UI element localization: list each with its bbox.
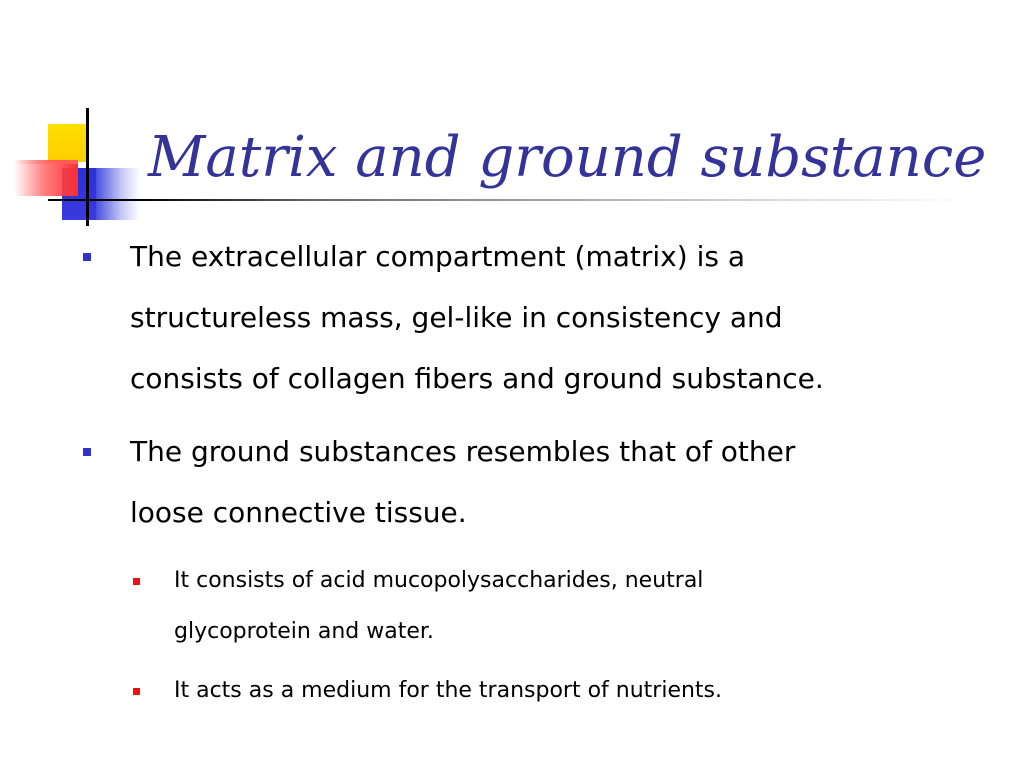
square-bullet-icon bbox=[133, 578, 140, 585]
square-bullet-icon bbox=[133, 688, 140, 695]
sub-bullet-item bbox=[0, 555, 814, 657]
title-underline bbox=[48, 199, 968, 201]
sub-bullet-text: It acts as a medium for the transport of nutrients. bbox=[174, 678, 723, 703]
bullet-item bbox=[0, 226, 870, 409]
slide-body bbox=[0, 226, 1024, 724]
sub-bullet-item bbox=[0, 665, 814, 716]
blue-gradient-bar bbox=[96, 168, 140, 220]
red-gradient-bar bbox=[14, 160, 78, 196]
slide-title: Matrix and ground substance bbox=[148, 125, 987, 190]
bullet-text: The extracellular compartment (matrix) is a structureless mass, gel-like in consistency and consists of collagen fibers and ground substance. bbox=[130, 240, 824, 395]
vertical-rule bbox=[86, 108, 89, 226]
red-gradient-edge bbox=[14, 160, 78, 164]
square-bullet-icon bbox=[83, 253, 91, 261]
yellow-square bbox=[48, 124, 86, 162]
square-bullet-icon bbox=[83, 448, 91, 456]
bullet-item bbox=[0, 421, 870, 543]
sub-bullet-text: It consists of acid mucopolysaccharides, neutral glycoprotein and water. bbox=[174, 568, 704, 644]
bullet-text: The ground substances resembles that of other loose connective tissue. bbox=[130, 435, 796, 529]
